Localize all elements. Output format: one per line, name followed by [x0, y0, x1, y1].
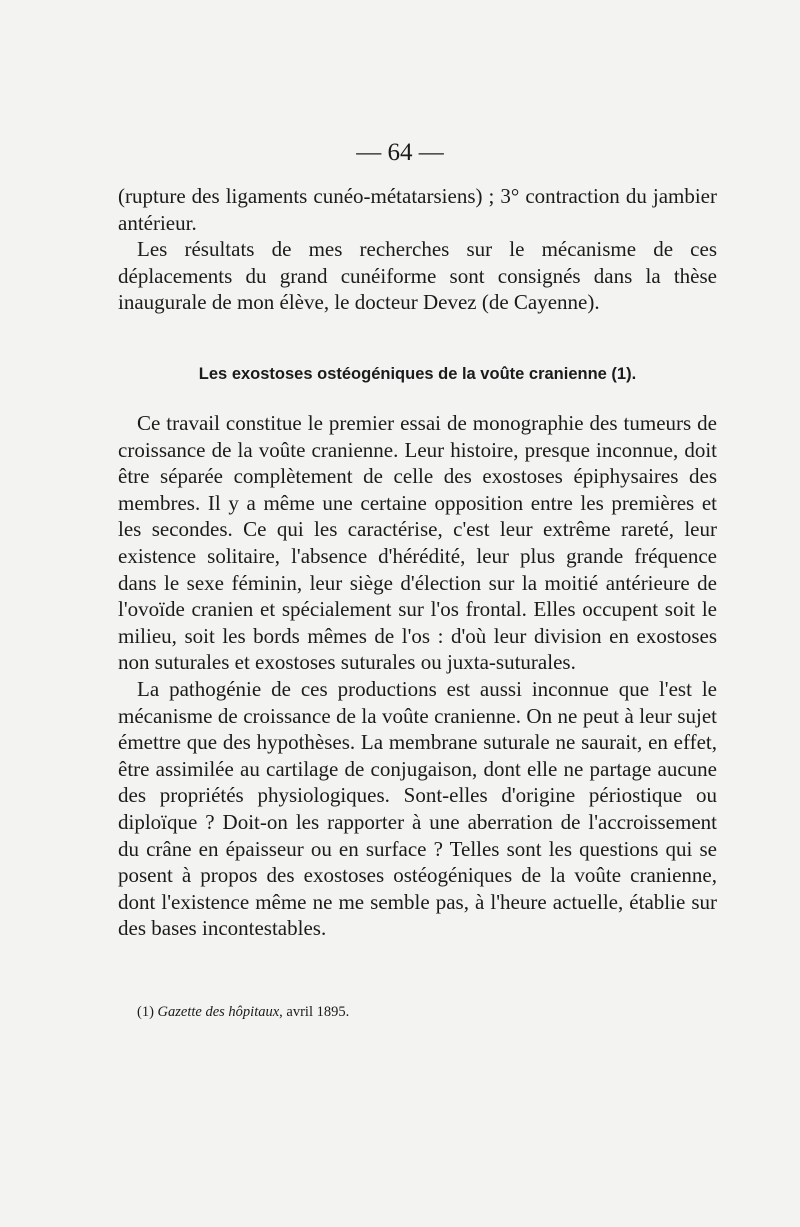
paragraph-research-results: Les résultats de mes recherches sur le mécanisme de ces déplacements du grand cunéiforme sont consignés dans la thèse inaugurale de mon élève, le docteur Devez (de Cayenne). — [118, 237, 717, 315]
paragraph-pathogeny: La pathogénie de ces productions est aussi inconnue que l'est le mécanisme de croissance de la voûte cranienne. On ne peut à leur sujet émettre que des hypothèses. La membrane suturale ne saurait, en effet, être assimilée au cartilage de conjugaison, dont elle ne partage aucune des propriétés physiologiques. Sont-elles d'origine périostique ou diploïque ? Doit-on les rapporter à une aberration de l'accroissement du crâne en épaisseur ou en surface ? Telles sont les questions qui se posent à propos des exostoses ostéogéniques de la voûte cranienne, dont l'existence même ne me semble pas, à l'heure actuelle, établie sur des bases incontestables. — [118, 676, 717, 941]
footnote — [137, 1002, 349, 1022]
footnote-marker: (1) — [137, 1004, 154, 1020]
section-body — [118, 410, 717, 942]
footnote-date: , avril 1895. — [279, 1004, 350, 1020]
intro-text — [118, 183, 717, 316]
page-number: — 64 — — [356, 139, 444, 166]
paragraph-continuation: (rupture des ligaments cunéo-métatarsiens) ; 3° contraction du jambier antérieur. — [118, 184, 717, 235]
footnote-source: Gazette des hôpitaux — [157, 1004, 280, 1020]
paragraph-monograph: Ce travail constitue le premier essai de monographie des tumeurs de croissance de la voûte cranienne. Leur histoire, presque inconnue, doit être séparée complètement de celle des exostoses épiphysaires des membres. Il y a même une certaine opposition entre les premières et les secondes. Ce qui les caractérise, c'est leur extrême rareté, leur existence solitaire, l'absence d'hérédité, leur plus grande fréquence dans le sexe féminin, leur siège d'élection sur la moitié antérieure de l'ovoïde cranien et spécialement sur l'os frontal. Elles occupent soit le milieu, soit les bords mêmes de l'os : d'où leur division en exostoses non suturales et exostoses suturales ou juxta-suturales. — [118, 411, 717, 675]
section-heading: Les exostoses ostéogéniques de la voûte cranienne (1). — [198, 365, 637, 383]
